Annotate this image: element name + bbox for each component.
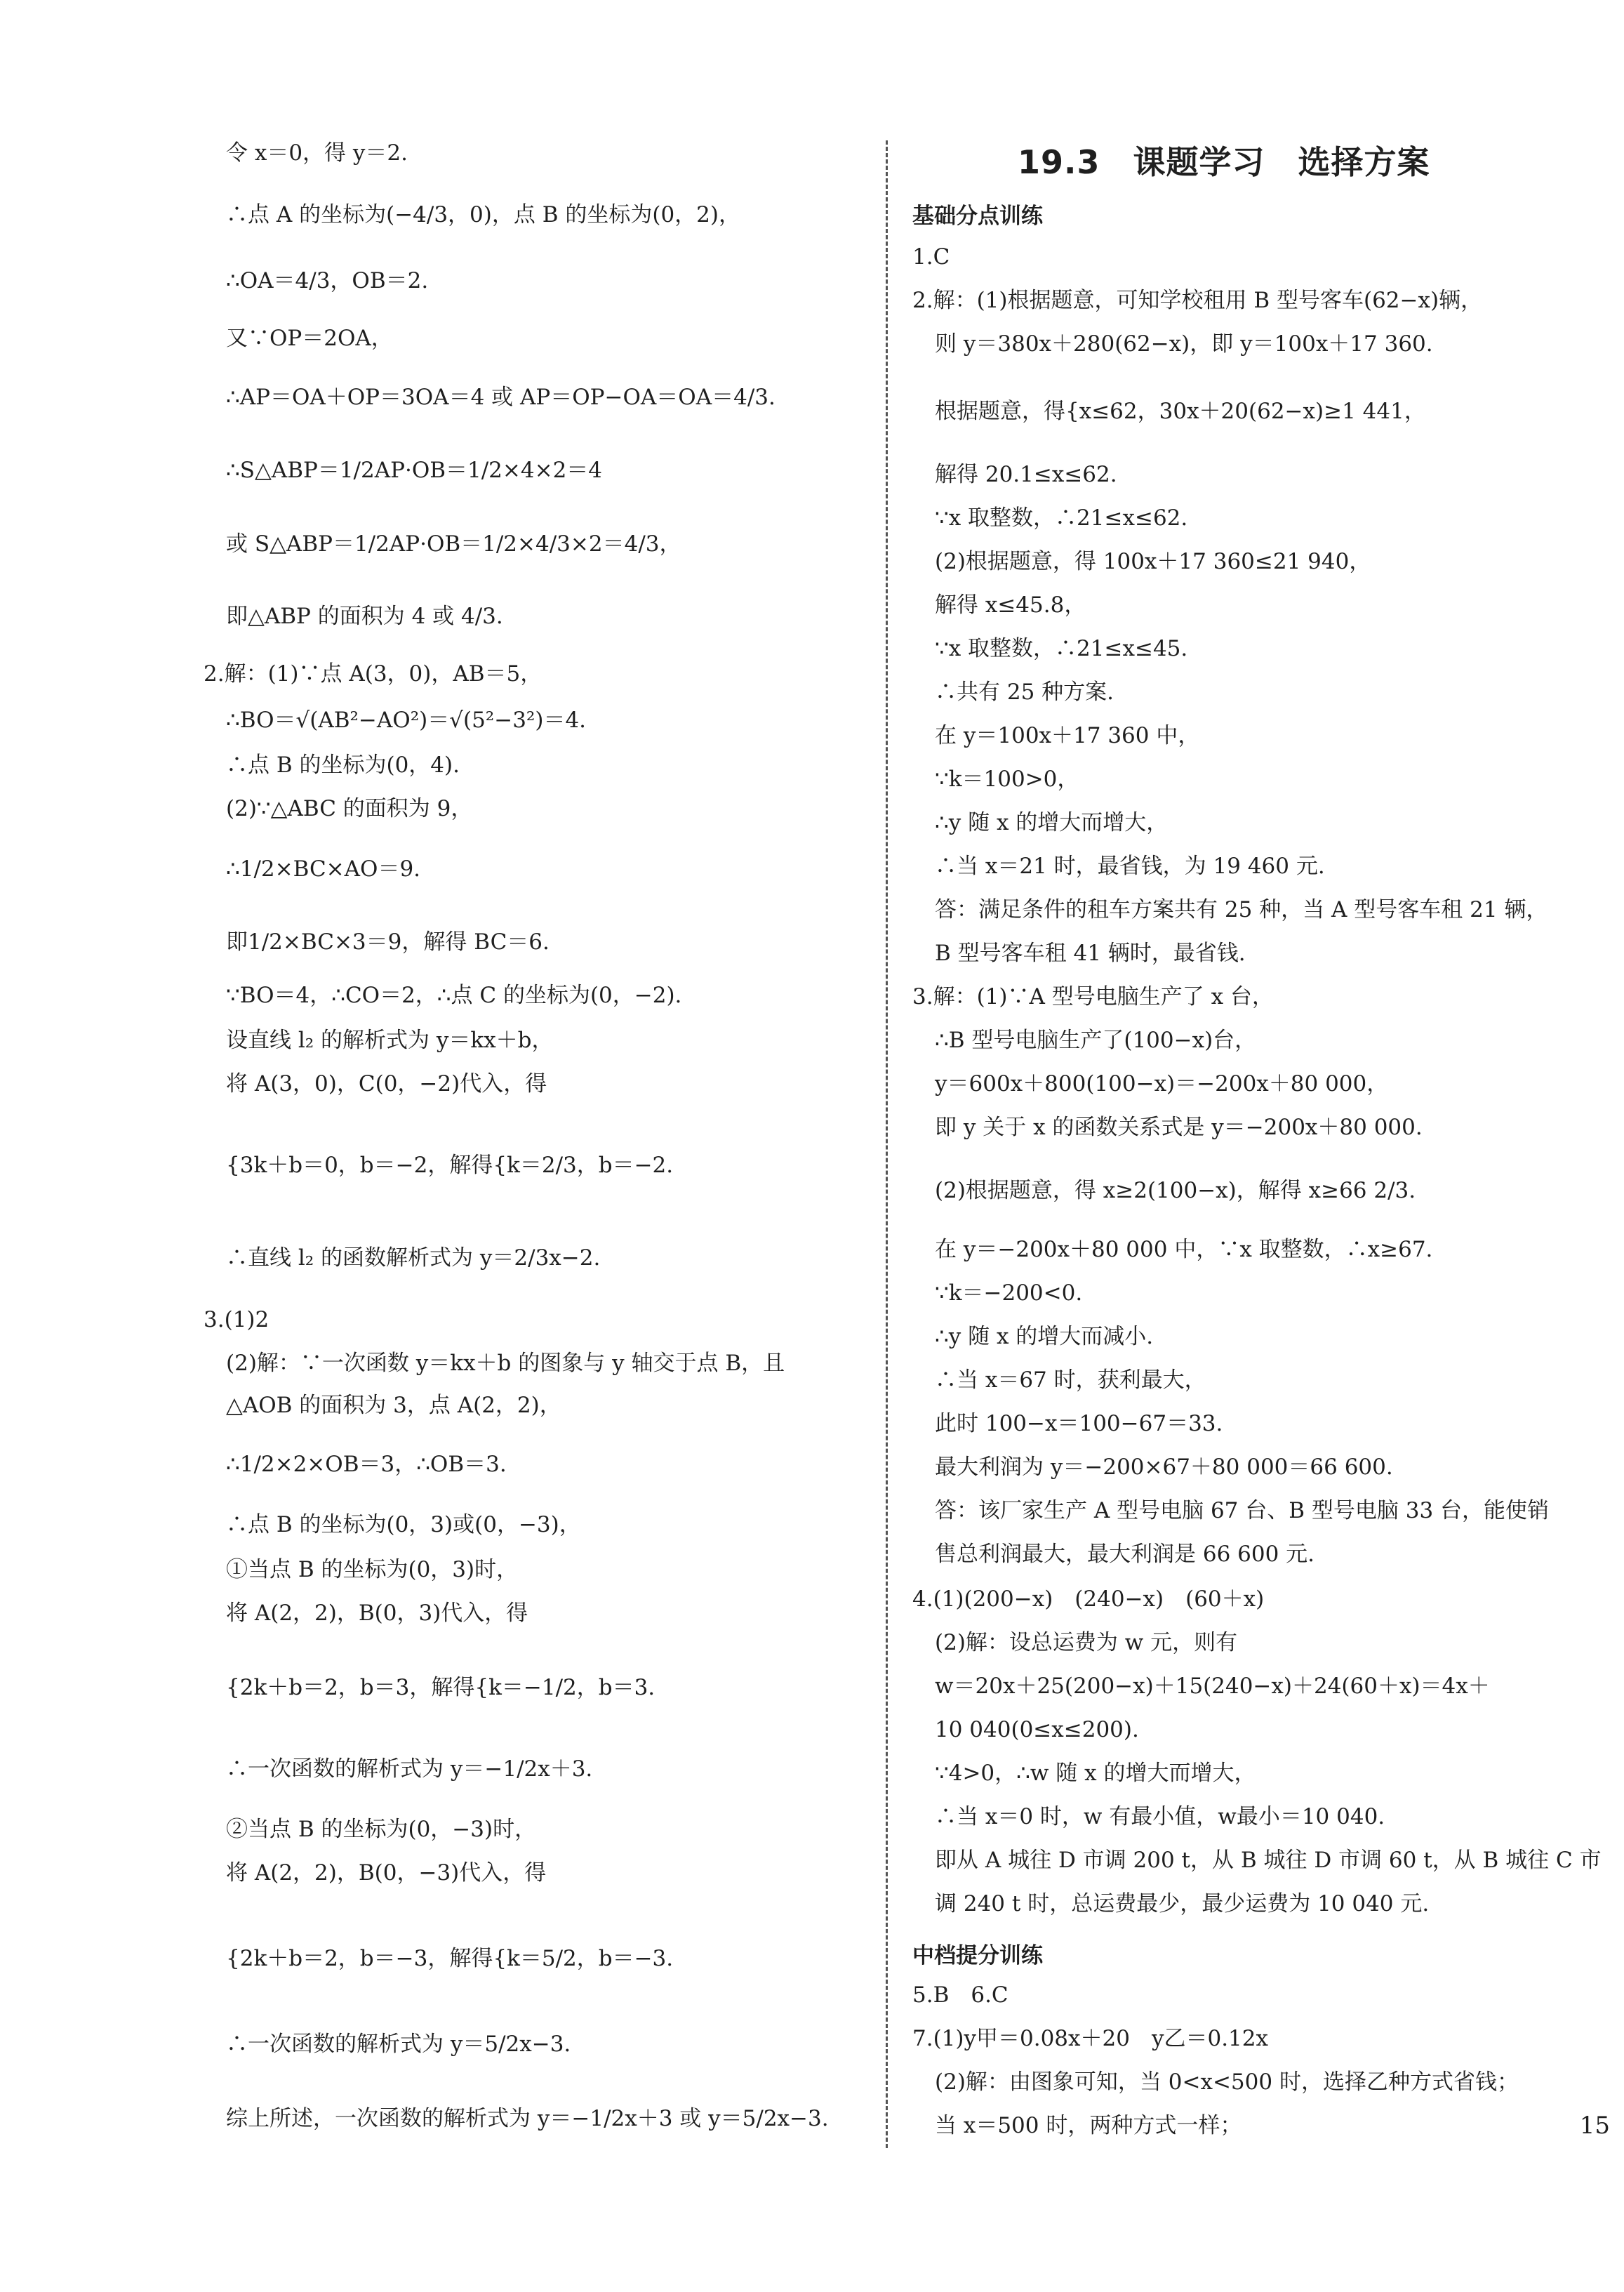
text-line: 解得 20.1≤x≤62.: [935, 462, 1117, 487]
text-line: ∴点 A 的坐标为(−4/3，0)，点 B 的坐标为(0，2)，: [226, 202, 740, 227]
text-line: {2k＋b＝2，b＝−3，解得{k＝5/2，b＝−3.: [226, 1946, 674, 1971]
text-line: 将 A(2，2)，B(0，3)代入，得: [226, 1601, 528, 1626]
text-line: ∵k＝−200<0.: [935, 1280, 1083, 1306]
page-number: 15: [1579, 2112, 1610, 2140]
text-line: 3.(1)2: [204, 1307, 269, 1332]
text-line: ∴当 x＝0 时，w 有最小值，w最小＝10 040.: [935, 1804, 1385, 1829]
text-line: 即△ABP 的面积为 4 或 4/3.: [226, 604, 503, 629]
text-line: 解得 x≤45.8，: [935, 592, 1086, 618]
text-line: ∴y 随 x 的增大而减小.: [935, 1324, 1154, 1349]
text-line: ∴AP＝OA＋OP＝3OA＝4 或 AP＝OP−OA＝OA＝4/3.: [226, 385, 776, 410]
text-line: 5.B 6.C: [912, 1982, 1009, 2008]
text-line: 2.解：(1)根据题意，可知学校租用 B 型号客车(62−x)辆，: [912, 288, 1483, 313]
text-line: 10 040(0≤x≤200).: [935, 1717, 1139, 1742]
text-line: 即1/2×BC×3＝9，解得 BC＝6.: [226, 929, 550, 955]
text-line: 将 A(2，2)，B(0，−3)代入，得: [226, 1860, 547, 1886]
text-line: 7.(1)y甲＝0.08x＋20 y乙＝0.12x: [912, 2026, 1268, 2051]
text-line: ∴当 x＝67 时，获利最大，: [935, 1367, 1206, 1393]
text-line: ∴当 x＝21 时，最省钱，为 19 460 元.: [935, 854, 1325, 879]
text-line: 在 y＝−200x＋80 000 中，∵x 取整数，∴x≥67.: [935, 1237, 1433, 1262]
text-line: ∴一次函数的解析式为 y＝−1/2x＋3.: [226, 1756, 593, 1782]
text-line: ∴OA＝4/3，OB＝2.: [226, 268, 429, 293]
text-line: 又∵OP＝2OA，: [226, 326, 393, 351]
text-line: 此时 100−x＝100−67＝33.: [935, 1411, 1223, 1436]
text-line: 或 S△ABP＝1/2AP·OB＝1/2×4/3×2＝4/3，: [226, 531, 681, 557]
text-line: ∴S△ABP＝1/2AP·OB＝1/2×4×2＝4: [226, 458, 603, 483]
text-line: 最大利润为 y＝−200×67＋80 000＝66 600.: [935, 1455, 1393, 1480]
text-line: (2)根据题意，得 100x＋17 360≤21 940，: [935, 549, 1371, 574]
text-line: 根据题意，得{x≤62，30x＋20(62−x)≥1 441，: [935, 399, 1426, 424]
text-line: 4.(1)(200−x) (240−x) (60＋x): [912, 1586, 1265, 1612]
column-divider: [886, 140, 888, 2148]
text-line: 3.解：(1)∵A 型号电脑生产了 x 台，: [912, 984, 1274, 1009]
text-line: ①当点 B 的坐标为(0，3)时，: [226, 1557, 519, 1582]
text-line: B 型号客车租 41 辆时，最省钱.: [935, 941, 1246, 966]
text-line: △AOB 的面积为 3，点 A(2，2)，: [226, 1393, 561, 1418]
text-line: 当 x＝500 时，两种方式一样；: [935, 2113, 1242, 2138]
text-line: ∴点 B 的坐标为(0，4).: [226, 753, 460, 778]
section-heading: 基础分点训练: [912, 204, 1043, 229]
section-heading: 中档提分训练: [912, 1943, 1043, 1968]
text-line: y＝600x＋800(100−x)＝−200x＋80 000，: [935, 1071, 1389, 1097]
text-line: {3k＋b＝0，b＝−2，解得{k＝2/3，b＝−2.: [226, 1153, 674, 1178]
text-line: ②当点 B 的坐标为(0，−3)时，: [226, 1817, 537, 1842]
text-line: ∵x 取整数，∴21≤x≤45.: [935, 636, 1188, 661]
text-line: 售总利润最大，最大利润是 66 600 元.: [935, 1542, 1315, 1567]
text-line: 令 x＝0，得 y＝2.: [226, 140, 408, 166]
text-line: (2)解：设总运费为 w 元，则有: [935, 1630, 1238, 1655]
text-line: w＝20x＋25(200−x)＋15(240−x)＋24(60＋x)＝4x＋: [935, 1674, 1490, 1699]
text-line: 则 y＝380x＋280(62−x)，即 y＝100x＋17 360.: [935, 331, 1433, 357]
text-line: ∴1/2×2×OB＝3，∴OB＝3.: [226, 1452, 507, 1477]
text-line: 将 A(3，0)，C(0，−2)代入，得: [226, 1071, 547, 1097]
text-line: 在 y＝100x＋17 360 中，: [935, 723, 1200, 748]
text-line: ∴点 B 的坐标为(0，3)或(0，−3)，: [226, 1512, 581, 1537]
text-line: ∵BO＝4，∴CO＝2，∴点 C 的坐标为(0，−2).: [226, 983, 682, 1008]
text-line: ∴y 随 x 的增大而增大，: [935, 810, 1169, 835]
text-line: ∵x 取整数，∴21≤x≤62.: [935, 505, 1188, 531]
text-line: 答：满足条件的租车方案共有 25 种，当 A 型号客车租 21 辆，: [935, 897, 1548, 922]
text-line: 设直线 l₂ 的解析式为 y＝kx＋b，: [226, 1028, 554, 1053]
text-line: (2)∵△ABC 的面积为 9，: [226, 796, 473, 821]
text-line: {2k＋b＝2，b＝3，解得{k＝−1/2，b＝3.: [226, 1675, 655, 1700]
text-line: (2)根据题意，得 x≥2(100−x)，解得 x≥66 2/3.: [935, 1178, 1416, 1203]
text-line: ∴一次函数的解析式为 y＝5/2x−3.: [226, 2032, 571, 2057]
text-line: 即 y 关于 x 的函数关系式是 y＝−200x＋80 000.: [935, 1115, 1423, 1140]
text-line: (2)解：由图象可知，当 0<x<500 时，选择乙种方式省钱；: [935, 2069, 1519, 2095]
text-line: ∴B 型号电脑生产了(100−x)台，: [935, 1028, 1257, 1053]
text-line: 1.C: [912, 244, 950, 270]
text-line: 2.解：(1)∵点 A(3，0)，AB＝5，: [204, 661, 543, 687]
text-line: (2)解：∵一次函数 y＝kx＋b 的图象与 y 轴交于点 B，且: [226, 1351, 785, 1376]
text-line: ∵k＝100>0，: [935, 767, 1079, 792]
text-line: 即从 A 城往 D 市调 200 t，从 B 城往 D 市调 60 t，从 B 城往 C 市: [935, 1848, 1602, 1873]
text-line: ∴直线 l₂ 的函数解析式为 y＝2/3x−2.: [226, 1245, 601, 1271]
text-line: 综上所述，一次函数的解析式为 y＝−1/2x＋3 或 y＝5/2x−3.: [226, 2106, 829, 2131]
text-line: ∵4>0，∴w 随 x 的增大而增大，: [935, 1761, 1256, 1786]
section-title: 19.3 课题学习 选择方案: [1018, 143, 1430, 181]
text-line: ∴共有 25 种方案.: [935, 680, 1114, 705]
text-line: ∴1/2×BC×AO＝9.: [226, 856, 421, 882]
text-line: 调 240 t 时，总运费最少，最少运费为 10 040 元.: [935, 1891, 1430, 1916]
text-line: 答：该厂家生产 A 型号电脑 67 台、B 型号电脑 33 台，能使销: [935, 1498, 1550, 1523]
text-line: ∴BO＝√(AB²−AO²)＝√(5²−3²)＝4.: [226, 708, 587, 733]
